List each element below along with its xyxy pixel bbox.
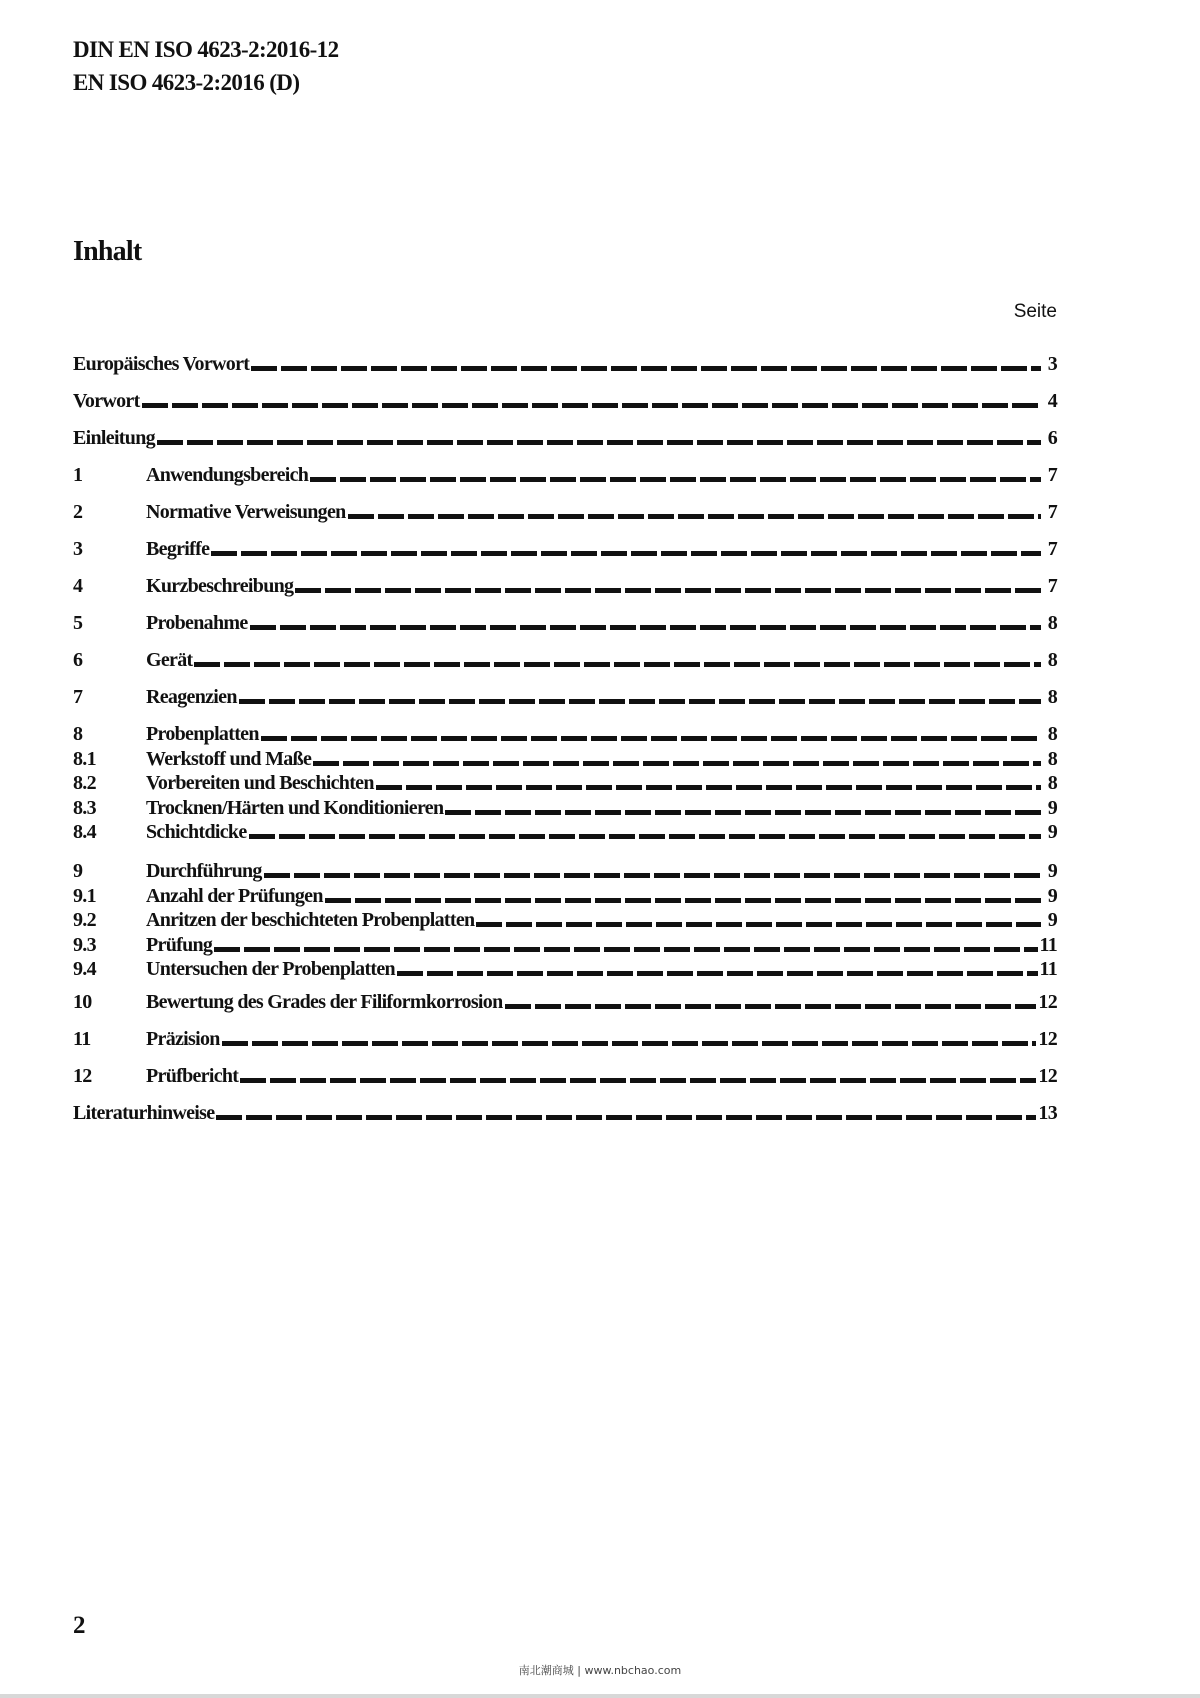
toc-entry-title: Begriffe (146, 538, 210, 560)
toc-entry-page: 11 (1039, 934, 1057, 956)
toc-leader-line (249, 834, 1042, 839)
toc-entry-page: 8 (1047, 612, 1057, 634)
toc-entry-title: Werkstoff und Maße (146, 748, 312, 770)
toc-entry-page: 12 (1038, 991, 1057, 1013)
toc-leader-line (295, 588, 1041, 593)
toc-entry[interactable] (73, 745, 1057, 771)
toc-entry[interactable] (73, 769, 1057, 795)
toc-leader-line (310, 477, 1041, 482)
toc-leader-line (397, 971, 1038, 976)
toc-entry-number: 9 (73, 860, 83, 882)
page-title: Inhalt (73, 236, 142, 267)
toc-entry-number: 12 (73, 1065, 92, 1087)
toc-leader-line (222, 1041, 1037, 1046)
toc-leader-line (214, 947, 1037, 952)
toc-entry-number: 10 (73, 991, 92, 1013)
toc-entry-number: 9.4 (73, 958, 96, 980)
toc-leader-line (216, 1115, 1036, 1120)
toc-entry-title: Untersuchen der Probenplatten (146, 958, 395, 980)
toc-entry-title: Anritzen der beschichteten Probenplatten (146, 909, 475, 931)
toc-entry-title: Literaturhinweise (73, 1102, 215, 1124)
toc-entry-title: Probenplatten (146, 723, 259, 745)
toc-leader-line (476, 922, 1041, 927)
toc-entry-title: Prüfbericht (146, 1065, 239, 1087)
toc-entry-page: 9 (1047, 909, 1057, 931)
toc-entry-number: 9.3 (73, 934, 96, 956)
toc-leader-line (264, 873, 1041, 878)
toc-entry[interactable] (73, 424, 1057, 450)
toc-entry[interactable] (73, 955, 1057, 981)
toc-entry[interactable] (73, 683, 1057, 709)
toc-entry[interactable] (73, 350, 1057, 376)
toc-entry-page: 9 (1047, 821, 1057, 843)
toc-leader-line (313, 761, 1041, 766)
toc-entry[interactable] (73, 498, 1057, 524)
toc-entry-number: 8.1 (73, 748, 96, 770)
toc-entry-number: 6 (73, 649, 83, 671)
toc-entry[interactable] (73, 1062, 1057, 1088)
toc-entry-title: Reagenzien (146, 686, 237, 708)
toc-entry-number: 1 (73, 464, 83, 486)
page-number: 2 (73, 1612, 86, 1639)
toc-entry-number: 8.2 (73, 772, 96, 794)
toc-entry-title: Durchführung (146, 860, 262, 882)
toc-entry[interactable] (73, 461, 1057, 487)
toc-entry-title: Vorbereiten und Beschichten (146, 772, 374, 794)
toc-leader-line (348, 514, 1041, 519)
toc-entry[interactable] (73, 857, 1057, 883)
toc-entry-title: Anwendungsbereich (146, 464, 309, 486)
toc-entry[interactable] (73, 882, 1057, 908)
toc-leader-line (142, 403, 1041, 408)
toc-entry-title: Kurzbeschreibung (146, 575, 294, 597)
toc-entry[interactable] (73, 794, 1057, 820)
toc-entry-number: 8.3 (73, 797, 96, 819)
toc-entry-number: 2 (73, 501, 83, 523)
toc-entry-number: 8.4 (73, 821, 96, 843)
toc-entry[interactable] (73, 535, 1057, 561)
toc-entry-title: Normative Verweisungen (146, 501, 346, 523)
toc-entry-page: 6 (1047, 427, 1057, 449)
toc-entry-number: 7 (73, 686, 83, 708)
toc-entry-page: 9 (1047, 860, 1057, 882)
document-header (73, 33, 338, 99)
toc-entry-page: 7 (1047, 464, 1057, 486)
toc-entry-page: 12 (1038, 1028, 1057, 1050)
toc-entry-title: Europäisches Vorwort (73, 353, 250, 375)
toc-entry-page: 7 (1047, 538, 1057, 560)
toc-entry-title: Prüfung (146, 934, 213, 956)
toc-entry-title: Vorwort (73, 390, 140, 412)
toc-entry[interactable] (73, 1025, 1057, 1051)
toc-entry-page: 3 (1047, 353, 1057, 375)
footer-credit: 南北潮商城 | www.nbchao.com (518, 1664, 682, 1677)
toc-leader-line (261, 736, 1041, 741)
toc-entry-page: 7 (1047, 575, 1057, 597)
toc-entry-number: 9.2 (73, 909, 96, 931)
document-id-din: DIN EN ISO 4623-2:2016-12 (73, 37, 339, 62)
document-id-en: EN ISO 4623-2:2016 (D) (73, 70, 300, 95)
toc-entry-page: 11 (1039, 958, 1057, 980)
toc-leader-line (445, 810, 1041, 815)
toc-leader-line (505, 1004, 1037, 1009)
toc-entry[interactable] (73, 572, 1057, 598)
toc-leader-line (157, 440, 1041, 445)
toc-entry[interactable] (73, 988, 1057, 1014)
toc-entry-page: 8 (1047, 649, 1057, 671)
bottom-divider (0, 1694, 1200, 1698)
toc-entry-number: 8 (73, 723, 83, 745)
toc-entry[interactable] (73, 646, 1057, 672)
toc-entry-page: 8 (1047, 772, 1057, 794)
toc-leader-line (211, 551, 1041, 556)
toc-leader-line (194, 662, 1041, 667)
toc-entry-number: 11 (73, 1028, 91, 1050)
toc-entry-title: Schichtdicke (146, 821, 247, 843)
toc-entry-page: 9 (1047, 797, 1057, 819)
toc-entry-page: 7 (1047, 501, 1057, 523)
toc-leader-line (240, 1078, 1036, 1083)
toc-entry[interactable] (73, 906, 1057, 932)
toc-entry-title: Gerät (146, 649, 193, 671)
toc-entry-number: 9.1 (73, 885, 96, 907)
toc-entry[interactable] (73, 387, 1057, 413)
toc-entry-title: Trocknen/Härten und Konditionieren (146, 797, 444, 819)
toc-entry[interactable] (73, 931, 1057, 957)
toc-entry-page: 8 (1047, 723, 1057, 745)
toc-entry-title: Bewertung des Grades der Filiformkorrosion (146, 991, 503, 1013)
toc-entry-page: 12 (1038, 1065, 1057, 1087)
toc-entry-page: 8 (1047, 686, 1057, 708)
toc-entry-page: 8 (1047, 748, 1057, 770)
toc-leader-line (376, 785, 1041, 790)
toc-entry-title: Probenahme (146, 612, 248, 634)
toc-entry-number: 4 (73, 575, 83, 597)
toc-entry[interactable] (73, 818, 1057, 844)
toc-entry-number: 3 (73, 538, 83, 560)
toc-entry-title: Anzahl der Prüfungen (146, 885, 323, 907)
toc-entry-number: 5 (73, 612, 83, 634)
toc-entry-title: Einleitung (73, 427, 155, 449)
page-column-label: Seite (1013, 301, 1057, 322)
toc-leader-line (325, 898, 1041, 903)
toc-entry[interactable] (73, 1099, 1057, 1125)
toc-entry[interactable] (73, 720, 1057, 746)
toc-entry[interactable] (73, 609, 1057, 635)
toc-entry-title: Präzision (146, 1028, 220, 1050)
toc-leader-line (250, 625, 1041, 630)
toc-leader-line (251, 366, 1041, 371)
toc-entry-page: 13 (1038, 1102, 1057, 1124)
toc-entry-page: 4 (1047, 390, 1057, 412)
toc-leader-line (239, 699, 1041, 704)
toc-entry-page: 9 (1047, 885, 1057, 907)
